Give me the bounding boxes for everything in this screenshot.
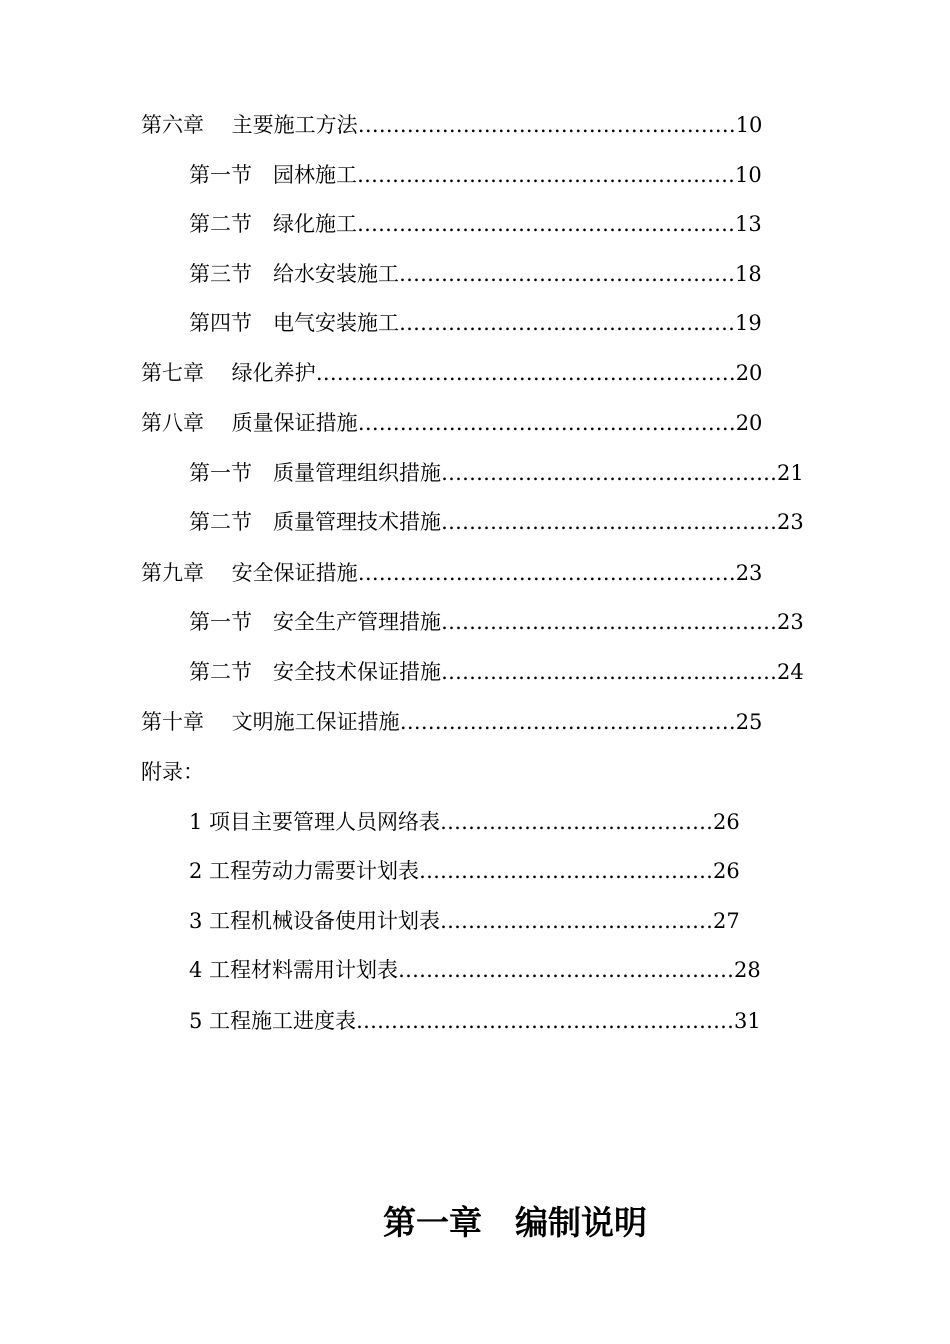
toc-page-number: 20 <box>735 361 763 385</box>
toc-entry[interactable] <box>141 408 762 438</box>
toc-entry-label: 附录： <box>141 760 204 784</box>
toc-entry[interactable] <box>189 856 740 886</box>
toc-page-number: 28 <box>734 958 761 982</box>
toc-leader-dots: ……………………………………………… <box>357 212 735 236</box>
toc-page-number: 20 <box>735 411 763 435</box>
toc-leader-dots: ……………………………………………… <box>357 411 736 435</box>
toc-page-number: 23 <box>777 510 804 534</box>
toc-appendix-heading <box>141 757 204 787</box>
toc-page-number: 25 <box>735 710 763 734</box>
toc-entry-label: 第二节 质量管理技术措施 <box>189 510 441 534</box>
toc-entry[interactable] <box>189 209 762 239</box>
toc-entry-label: 第四节 电气安装施工 <box>189 311 399 335</box>
toc-entry-label: 4 工程材料需用计划表 <box>189 958 399 982</box>
toc-entry-label: 第二节 安全技术保证措施 <box>189 660 441 684</box>
toc-page-number: 24 <box>777 660 804 684</box>
toc-entry[interactable] <box>189 259 762 289</box>
toc-entry[interactable] <box>189 955 761 985</box>
toc-entry-label: 3 工程机械设备使用计划表 <box>189 909 441 933</box>
toc-leader-dots: ………………………………………… <box>441 660 777 684</box>
toc-entry[interactable] <box>189 607 804 637</box>
toc-page-number: 23 <box>777 610 804 634</box>
toc-entry-label: 第三节 给水安装施工 <box>189 262 399 286</box>
toc-page-number: 31 <box>734 1009 761 1033</box>
toc-page-number: 26 <box>713 859 740 883</box>
toc-page-number: 19 <box>735 311 762 335</box>
toc-leader-dots: ………………………………………… <box>399 262 735 286</box>
toc-entry[interactable] <box>189 906 740 936</box>
toc-leader-dots: ………………………………… <box>440 909 714 933</box>
toc-entry-label: 第一节 园林施工 <box>189 163 357 187</box>
toc-entry[interactable] <box>189 807 740 837</box>
toc-entry-label: 第二节 绿化施工 <box>189 212 357 236</box>
toc-entry[interactable] <box>141 110 762 140</box>
toc-page-number: 10 <box>735 113 763 137</box>
toc-page-number: 21 <box>777 461 804 485</box>
toc-entry[interactable] <box>141 558 762 588</box>
toc-entry[interactable] <box>141 358 762 388</box>
toc-entry-label: 第一节 安全生产管理措施 <box>189 610 441 634</box>
toc-entry[interactable] <box>189 160 762 190</box>
toc-leader-dots: ………………………………… <box>440 810 714 834</box>
toc-leader-dots: ………………………………………… <box>399 710 736 734</box>
toc-entry-label: 2 工程劳动力需要计划表 <box>189 859 420 883</box>
toc-entry-label: 第十章 文明施工保证措施 <box>141 710 400 734</box>
toc-entry-label: 第一节 质量管理组织措施 <box>189 461 441 485</box>
toc-entry[interactable] <box>141 707 762 737</box>
toc-entry-label: 第八章 质量保证措施 <box>141 411 358 435</box>
toc-leader-dots: ……………………………………………… <box>357 163 735 187</box>
toc-leader-dots: ……………………………………………… <box>357 113 736 137</box>
toc-entry-label: 5 工程施工进度表 <box>189 1009 357 1033</box>
toc-entry[interactable] <box>189 657 804 687</box>
toc-leader-dots: ………………………………………… <box>399 311 735 335</box>
toc-leader-dots: ………………………………………… <box>441 610 777 634</box>
toc-leader-dots: …………………………………………………… <box>315 361 736 385</box>
toc-page-number: 10 <box>735 163 762 187</box>
toc-page-number: 18 <box>735 262 762 286</box>
toc-entry[interactable] <box>189 458 804 488</box>
toc-entry-label: 第七章 绿化养护 <box>141 361 316 385</box>
toc-entry-label: 1 项目主要管理人员网络表 <box>189 810 441 834</box>
toc-page-number: 13 <box>735 212 762 236</box>
toc-entry-label: 第六章 主要施工方法 <box>141 113 358 137</box>
toc-entry[interactable] <box>189 308 762 338</box>
toc-page-number: 27 <box>713 909 740 933</box>
toc-leader-dots: ………………………………………… <box>398 958 735 982</box>
toc-leader-dots: ………………………………………… <box>441 510 777 534</box>
toc-page-number: 23 <box>735 561 763 585</box>
toc-leader-dots: …………………………………… <box>419 859 714 883</box>
toc-entry[interactable] <box>189 507 804 537</box>
toc-leader-dots: ……………………………………………… <box>356 1009 735 1033</box>
toc-entry-label: 第九章 安全保证措施 <box>141 561 358 585</box>
toc-leader-dots: ……………………………………………… <box>357 561 736 585</box>
toc-leader-dots: ………………………………………… <box>441 461 777 485</box>
toc-entry[interactable] <box>189 1006 761 1036</box>
chapter-heading: 第一章 编制说明 <box>383 1203 647 1242</box>
toc-page-number: 26 <box>713 810 740 834</box>
